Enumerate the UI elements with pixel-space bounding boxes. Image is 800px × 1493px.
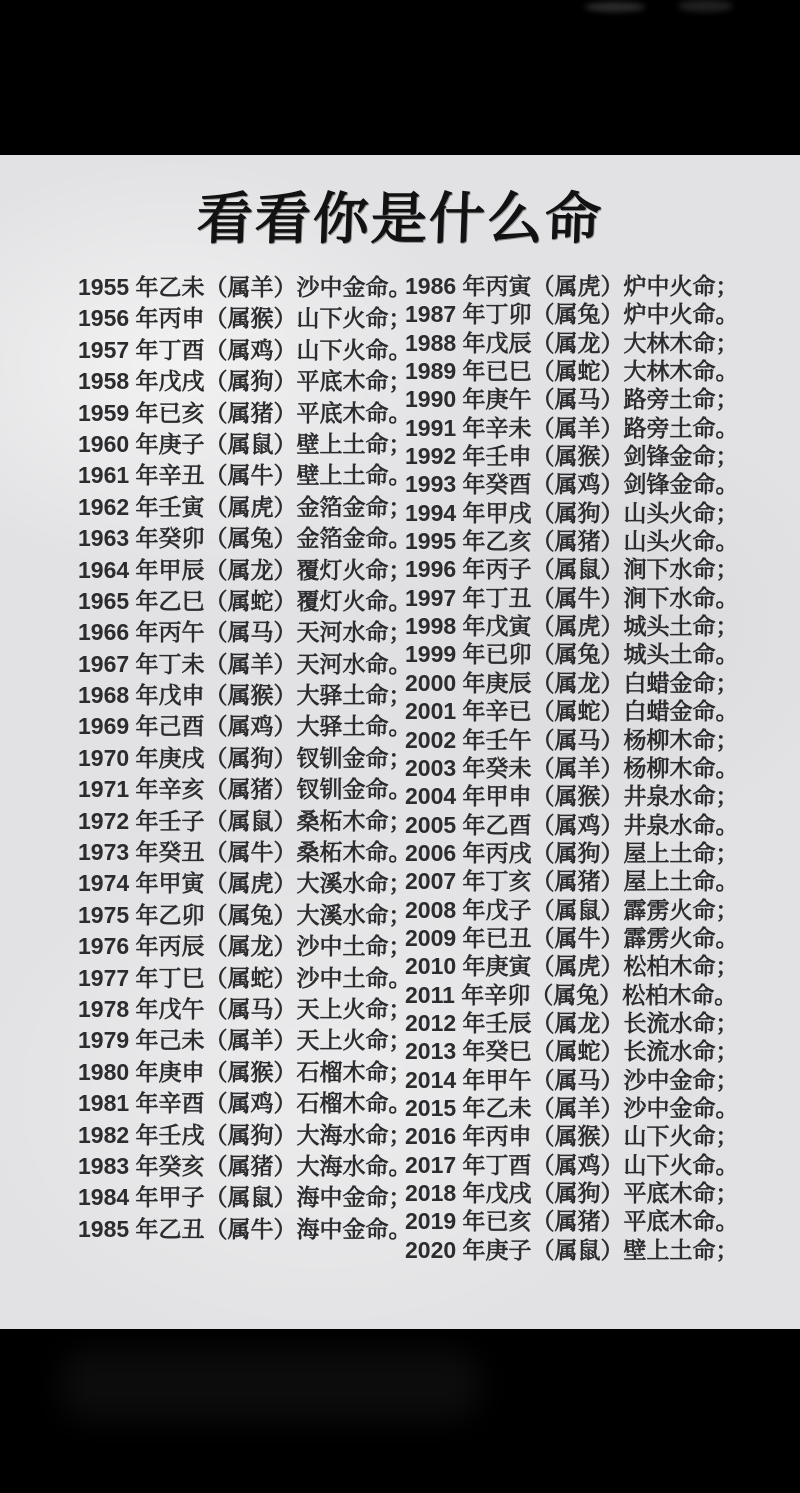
fate-line: 2009 年已丑（属牛）霹雳火命。 xyxy=(405,924,739,951)
fate-line: 1962 年壬寅（属虎）金箔金命； xyxy=(78,493,412,520)
fate-line: 1994 年甲戌（属狗）山头火命； xyxy=(405,499,739,526)
fate-line: 1968 年戊申（属猴）大驿土命； xyxy=(78,682,412,709)
fate-line: 1973 年癸丑（属牛）桑柘木命。 xyxy=(78,839,412,866)
fate-line: 1977 年丁巳（属蛇）沙中土命。 xyxy=(78,964,412,991)
fate-line: 2018 年戊戌（属狗）平底木命； xyxy=(405,1180,739,1206)
fate-line: 1960 年庚子（属鼠）壁上土命； xyxy=(78,430,412,457)
letterbox-smudge xyxy=(60,1350,480,1420)
fate-line: 1961 年辛丑（属牛）壁上土命。 xyxy=(78,462,412,489)
fate-line: 1965 年乙巳（属蛇）覆灯火命。 xyxy=(78,587,412,614)
fate-line: 1964 年甲辰（属龙）覆灯火命； xyxy=(78,556,412,583)
fate-line: 2003 年癸未（属羊）杨柳木命。 xyxy=(405,754,739,781)
letterbox-smudge xyxy=(585,2,645,12)
fate-line: 1976 年丙辰（属龙）沙中土命； xyxy=(78,933,412,960)
fate-line: 1972 年壬子（属鼠）桑柘木命； xyxy=(78,807,412,834)
fate-line: 1993 年癸酉（属鸡）剑锋金命。 xyxy=(405,471,739,498)
fate-line: 1958 年戊戌（属狗）平底木命； xyxy=(78,368,412,395)
fate-line: 2002 年壬午（属马）杨柳木命； xyxy=(405,726,739,753)
fate-line: 1992 年壬申（属猴）剑锋金命； xyxy=(405,443,739,470)
fate-line: 1979 年己未（属羊）天上火命； xyxy=(78,1027,412,1054)
fate-line: 2005 年乙酉（属鸡）井泉水命。 xyxy=(405,811,739,838)
fate-line: 1988 年戊辰（属龙）大林木命； xyxy=(405,329,739,356)
fate-line: 1989 年已巳（属蛇）大林木命。 xyxy=(405,358,739,385)
fate-line: 1990 年庚午（属马）路旁土命； xyxy=(405,386,739,413)
fate-line: 2004 年甲申（属猴）井泉水命； xyxy=(405,783,739,810)
fate-line: 1978 年戊午（属马）天上火命； xyxy=(78,995,412,1022)
fate-line: 2016 年丙申（属猴）山下火命； xyxy=(405,1123,739,1150)
fate-line: 1975 年乙卯（属兔）大溪水命； xyxy=(78,901,412,928)
fate-line: 1957 年丁酉（属鸡）山下火命。 xyxy=(78,336,412,363)
fate-line: 2006 年丙戌（属狗）屋上土命； xyxy=(405,839,739,866)
fate-line: 1991 年辛未（属羊）路旁土命。 xyxy=(405,414,739,441)
fate-line: 1996 年丙子（属鼠）涧下水命； xyxy=(405,556,739,583)
page-title: 看看你是什么命 xyxy=(195,189,604,251)
fate-line: 1984 年甲子（属鼠）海中金命； xyxy=(78,1184,412,1211)
fate-line: 2017 年丁酉（属鸡）山下火命。 xyxy=(405,1151,739,1178)
fate-line: 2008 年戊子（属鼠）霹雳火命； xyxy=(405,896,739,923)
fate-line: 2020 年庚子（属鼠）壁上土命； xyxy=(405,1236,739,1263)
fate-line: 2010 年庚寅（属虎）松柏木命； xyxy=(405,953,739,980)
fate-list-right-column xyxy=(405,272,739,1264)
fate-list-left-column xyxy=(78,272,412,1245)
fate-line: 1983 年癸亥（属猪）大海水命。 xyxy=(78,1152,412,1179)
fate-line: 1969 年己酉（属鸡）大驿土命。 xyxy=(78,713,412,740)
fate-line: 1995 年乙亥（属猪）山头火命。 xyxy=(405,528,739,555)
fate-line: 2012 年壬辰（属龙）长流水命； xyxy=(405,1009,739,1036)
fate-line: 1970 年庚戌（属狗）钗钏金命； xyxy=(78,744,412,771)
fate-line: 1987 年丁卯（属兔）炉中火命。 xyxy=(405,301,739,328)
fate-line: 1998 年戊寅（属虎）城头土命； xyxy=(405,613,739,640)
fate-line: 2014 年甲午（属马）沙中金命； xyxy=(405,1066,739,1093)
fate-line: 2007 年丁亥（属猪）屋上土命。 xyxy=(405,868,739,895)
fate-line: 2019 年已亥（属猪）平底木命。 xyxy=(405,1208,739,1235)
fate-line: 1974 年甲寅（属虎）大溪水命； xyxy=(78,870,412,897)
fate-line: 1999 年已卯（属兔）城头土命。 xyxy=(405,641,739,668)
fate-line: 1966 年丙午（属马）天河水命； xyxy=(78,619,412,646)
letterbox-smudge xyxy=(678,0,733,12)
fate-line: 1955 年乙未（属羊）沙中金命。 xyxy=(78,274,412,300)
fate-line: 2015 年乙未（属羊）沙中金命。 xyxy=(405,1094,739,1121)
fate-line: 1959 年已亥（属猪）平底木命。 xyxy=(78,399,412,426)
fate-line: 1980 年庚申（属猴）石榴木命； xyxy=(78,1058,412,1085)
fate-line: 1981 年辛酉（属鸡）石榴木命。 xyxy=(78,1090,412,1117)
fate-line: 2001 年辛已（属蛇）白蜡金命。 xyxy=(405,698,739,725)
fate-line: 1985 年乙丑（属牛）海中金命。 xyxy=(78,1215,412,1242)
fate-line: 1986 年丙寅（属虎）炉中火命； xyxy=(405,273,739,299)
fate-line: 2011 年辛卯（属兔）松柏木命。 xyxy=(405,981,738,1008)
fate-line: 1956 年丙申（属猴）山下火命； xyxy=(78,305,412,332)
fate-line: 1997 年丁丑（属牛）涧下水命。 xyxy=(405,584,739,611)
fate-line: 1967 年丁未（属羊）天河水命。 xyxy=(78,650,412,677)
fate-line: 1963 年癸卯（属兔）金箔金命。 xyxy=(78,525,412,552)
fate-line: 2000 年庚辰（属龙）白蜡金命； xyxy=(405,669,739,696)
fate-line: 1982 年壬戌（属狗）大海水命； xyxy=(78,1121,412,1148)
fate-line: 2013 年癸巳（属蛇）长流水命； xyxy=(405,1038,739,1065)
fate-line: 1971 年辛亥（属猪）钗钏金命。 xyxy=(78,776,412,803)
paper-card xyxy=(0,155,800,1329)
